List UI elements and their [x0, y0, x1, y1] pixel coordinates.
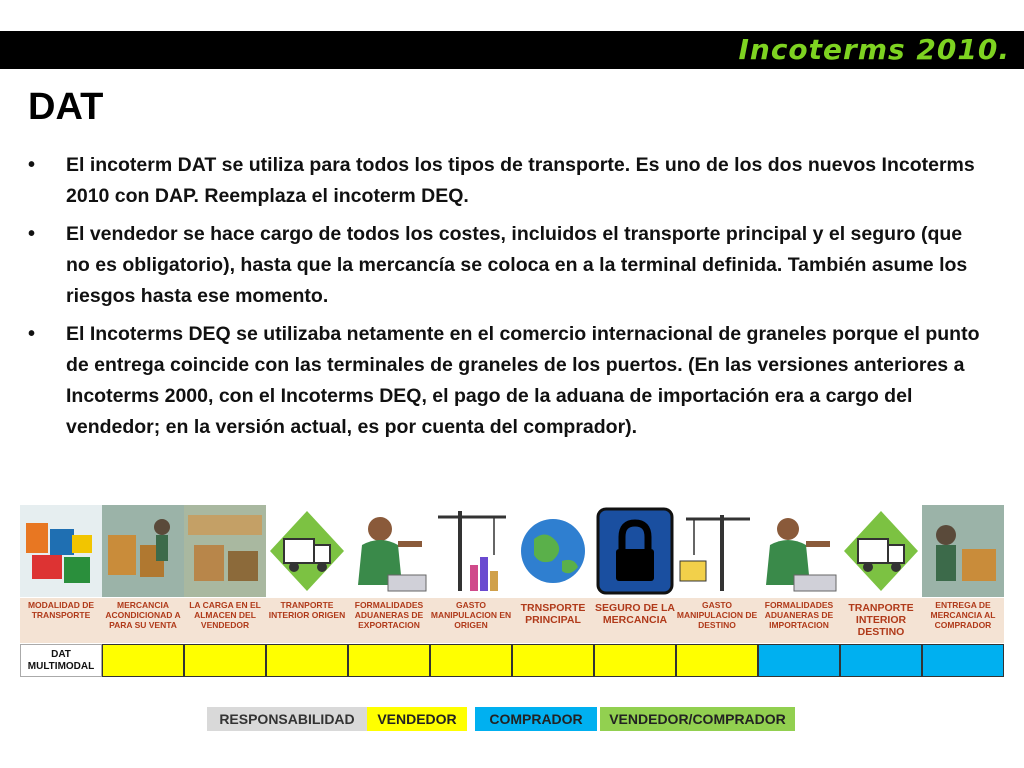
truck-icon	[840, 505, 922, 597]
responsibility-cell	[266, 644, 348, 677]
truck-icon	[266, 505, 348, 597]
column-label: TRNSPORTE PRINCIPAL	[512, 598, 594, 643]
column-label: LA CARGA EN EL ALMACEN DEL VENDEDOR	[184, 598, 266, 643]
column-label: FORMALIDADES ADUANERAS DE IMPORTACION	[758, 598, 840, 643]
customs-officer-icon	[348, 505, 430, 597]
diagram-column	[840, 505, 922, 643]
legend-vendedor: VENDEDOR	[367, 707, 467, 731]
crane-icon	[676, 505, 758, 597]
diagram-column	[348, 505, 430, 643]
bullet-text: El Incoterms DEQ se utilizaba netamente en el comercio internacional de graneles porque el punto de entrega coincide con las terminales de graneles de los puertos. (En las versiones anteriores a Incoterms 2000, con el Incoterms DEQ, el pago de la aduana de importación era a cargo del vendedor; en la versión actual, es por cuenta del comprador).	[66, 323, 980, 438]
column-label: ENTREGA DE MERCANCIA AL COMPRADOR	[922, 598, 1004, 643]
column-label: SEGURO DE LA MERCANCIA	[594, 598, 676, 643]
column-label: TRANPORTE INTERIOR DESTINO	[840, 598, 922, 643]
diagram-column	[430, 505, 512, 643]
diagram-column	[184, 505, 266, 643]
responsibility-cell	[102, 644, 184, 677]
responsibility-cell	[184, 644, 266, 677]
bullet-list	[28, 150, 988, 450]
column-label: MODALIDAD DE TRANSPORTE	[20, 598, 102, 643]
bullet-text: El incoterm DAT se utiliza para todos los tipos de transporte. Es uno de los dos nuevos Incoterms 2010 con DAP. Reemplaza el incoterm DEQ.	[66, 154, 975, 207]
delivery-icon	[922, 505, 1004, 597]
warehouse-worker-icon	[102, 505, 184, 597]
legend-responsabilidad: RESPONSABILIDAD	[207, 707, 367, 731]
responsibility-cell	[758, 644, 840, 677]
diagram-column	[676, 505, 758, 643]
loading-icon	[184, 505, 266, 597]
diagram-column	[594, 505, 676, 643]
customs-officer-icon	[758, 505, 840, 597]
diagram-column	[102, 505, 184, 643]
slide-title: DAT	[28, 86, 104, 128]
diagram-column	[922, 505, 1004, 643]
header-bar	[0, 31, 1024, 69]
column-label: GASTO MANIPULACION EN ORIGEN	[430, 598, 512, 643]
diagram-column	[758, 505, 840, 643]
brand-title: Incoterms 2010.	[738, 33, 1010, 66]
responsibility-cell	[676, 644, 758, 677]
globe-icon	[512, 505, 594, 597]
responsibility-cell	[512, 644, 594, 677]
bullet-item	[28, 319, 988, 443]
bullet-marker: •	[28, 323, 36, 345]
diagram-column	[20, 505, 102, 643]
incoterm-diagram	[20, 505, 1006, 680]
diagram-column	[266, 505, 348, 643]
bullet-item	[28, 150, 988, 212]
bullet-item	[28, 219, 988, 312]
bullet-marker: •	[28, 223, 36, 245]
padlock-icon	[594, 505, 676, 597]
column-label: TRANPORTE INTERIOR ORIGEN	[266, 598, 348, 643]
responsibility-cell	[430, 644, 512, 677]
diagram-column	[512, 505, 594, 643]
legend-vendedor-comprador: VENDEDOR/COMPRADOR	[600, 707, 795, 731]
transport-modes-icon	[20, 505, 102, 597]
bullet-text: El vendedor se hace cargo de todos los costes, incluidos el transporte principal y el seguro (que no es obligatorio), hasta que la mercancía se coloca en a la terminal definida. También asume los riesgos hasta ese momento.	[66, 223, 968, 307]
crane-icon	[430, 505, 512, 597]
responsibility-cell	[348, 644, 430, 677]
bullet-marker: •	[28, 154, 36, 176]
legend-comprador: COMPRADOR	[475, 707, 597, 731]
row-label: DAT MULTIMODAL	[20, 644, 102, 677]
column-label: MERCANCIA ACONDICIONAD A PARA SU VENTA	[102, 598, 184, 643]
responsibility-cell	[840, 644, 922, 677]
column-label: GASTO MANIPULACION DE DESTINO	[676, 598, 758, 643]
column-label: FORMALIDADES ADUANERAS DE EXPORTACION	[348, 598, 430, 643]
responsibility-cell	[594, 644, 676, 677]
responsibility-cell	[922, 644, 1004, 677]
